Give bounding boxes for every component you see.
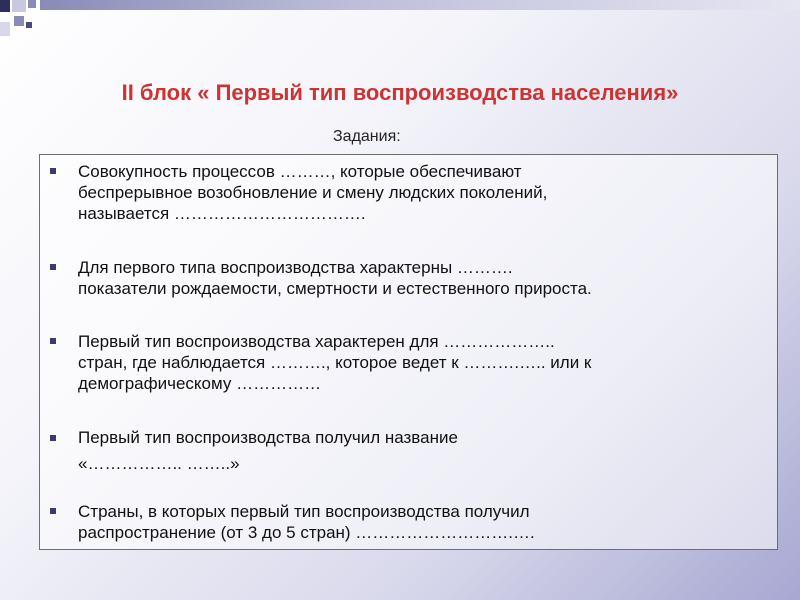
square-bullet-icon (50, 168, 56, 174)
square-bullet-icon (50, 338, 56, 344)
decorative-squares (0, 0, 800, 40)
task-item (40, 331, 779, 394)
tasks-subtitle: Задания: (333, 128, 401, 145)
decor-square-mid (28, 0, 36, 8)
decor-square-mid (14, 16, 24, 26)
decor-square-bar (40, 0, 800, 10)
decor-square-dark (26, 22, 32, 28)
task-text: Первый тип воспроизводства характерен для ……………….. стран, где наблюдается ………., которое ведет к ……….….. или к демографическому …………… (78, 332, 592, 393)
square-bullet-icon (50, 508, 56, 514)
task-item (40, 428, 779, 477)
square-bullet-icon (50, 435, 56, 441)
decor-square-dark (0, 0, 10, 12)
task-text: Для первого типа воспроизводства характерны ………. показатели рождаемости, смертности и естественного прироста. (78, 258, 592, 298)
task-item (40, 161, 779, 224)
decor-square-light (12, 0, 26, 12)
task-item (40, 501, 779, 543)
decor-square-light (0, 22, 10, 36)
task-text: Совокупность процессов ………, которые обеспечивают беспрерывное возобновление и смену людских поколений, называется ……………………………. (78, 162, 548, 223)
task-text: Первый тип воспроизводства получил название «…………….. ……..» (78, 428, 458, 473)
square-bullet-icon (50, 264, 56, 270)
task-item (40, 257, 779, 299)
page-title: II блок « Первый тип воспроизводства населения» (121, 80, 679, 105)
task-text: Страны, в которых первый тип воспроизводства получил распространение (от 3 до 5 стран) ……………………….…. (78, 502, 535, 542)
tasks-box (39, 154, 778, 550)
